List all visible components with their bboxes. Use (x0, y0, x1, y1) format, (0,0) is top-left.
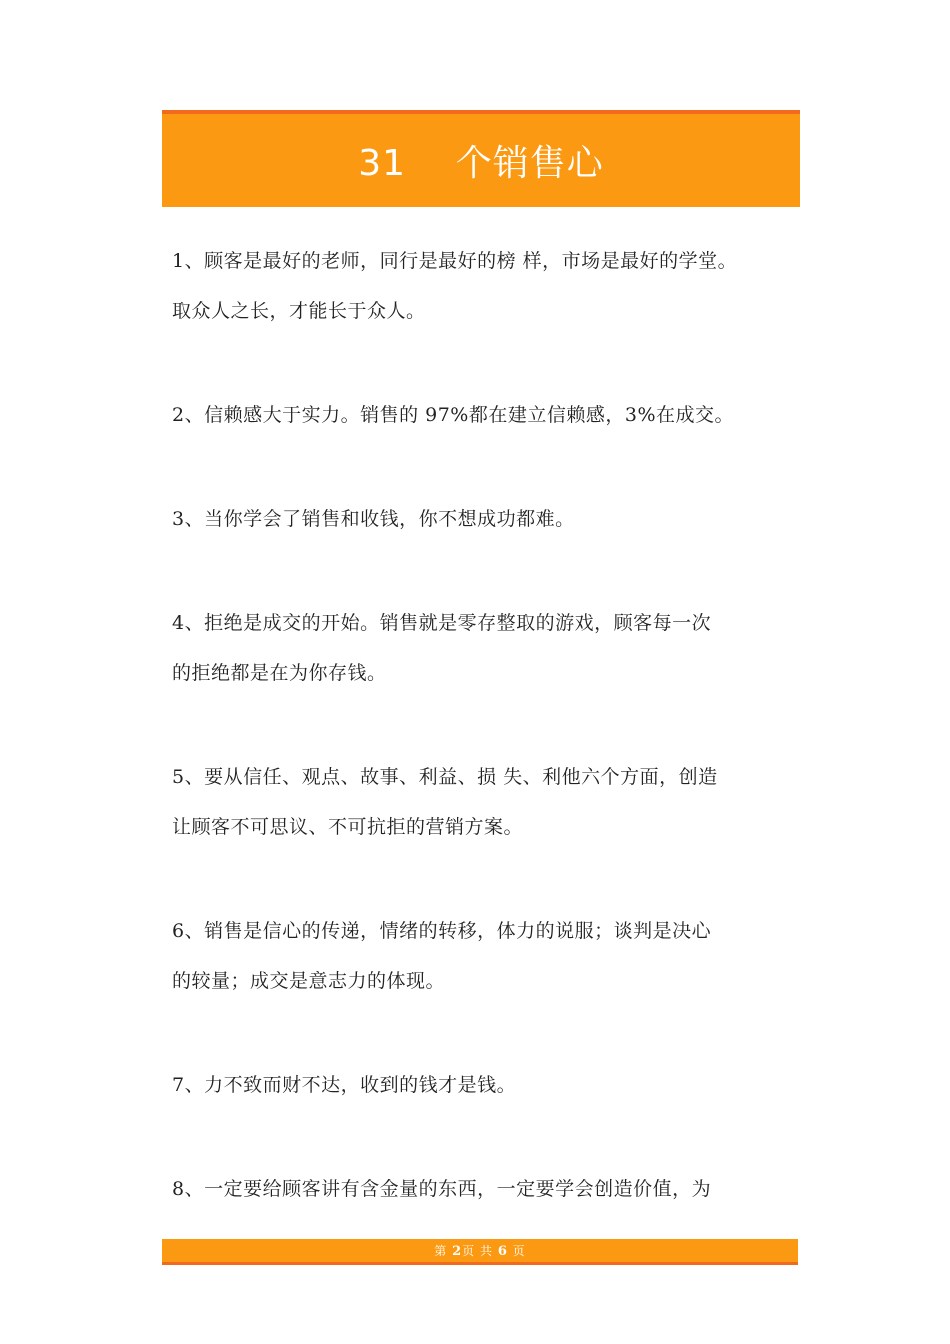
list-item (172, 598, 792, 698)
list-item (172, 390, 792, 440)
footer-suffix: 页 (507, 1244, 526, 1258)
item-line: 8、一定要给顾客讲有含金量的东西，一定要学会创造价值，为 (172, 1178, 712, 1200)
document-title: 31 个销售心 (358, 143, 604, 184)
item-line: 2、信赖感大于实力。销售的 97%都在建立信赖感，3%在成交。 (172, 404, 735, 426)
item-line: 4、拒绝是成交的开始。销售就是零存整取的游戏，顾客每一次 (172, 612, 712, 634)
list-item (172, 494, 792, 544)
list-item (172, 1060, 792, 1110)
item-line: 取众人之长，才能长于众人。 (172, 300, 426, 322)
page-indicator (434, 1242, 525, 1259)
list-item (172, 906, 792, 1006)
item-line: 的拒绝都是在为你存钱。 (172, 662, 387, 684)
footer-middle: 页 共 (462, 1244, 498, 1258)
title-banner (162, 110, 800, 207)
item-line: 让顾客不可思议、不可抗拒的营销方案。 (172, 816, 524, 838)
item-line: 1、顾客是最好的老师，同行是最好的榜 样，市场是最好的学堂。 (172, 250, 738, 272)
current-page-number: 2 (452, 1244, 463, 1259)
list-item (172, 752, 792, 852)
item-line: 3、当你学会了销售和收钱，你不想成功都难。 (172, 508, 575, 530)
total-page-number: 6 (497, 1244, 508, 1259)
item-line: 的较量；成交是意志力的体现。 (172, 970, 446, 992)
document-body (172, 236, 792, 1268)
list-item (172, 1164, 792, 1214)
item-line: 5、要从信任、观点、故事、利益、损 失、利他六个方面，创造 (172, 766, 718, 788)
footer-prefix: 第 (434, 1244, 453, 1258)
item-line: 7、力不致而财不达，收到的钱才是钱。 (172, 1074, 517, 1096)
list-item (172, 236, 792, 336)
item-line: 6、销售是信心的传递，情绪的转移，体力的说服；谈判是决心 (172, 920, 712, 942)
page-footer (162, 1239, 798, 1265)
